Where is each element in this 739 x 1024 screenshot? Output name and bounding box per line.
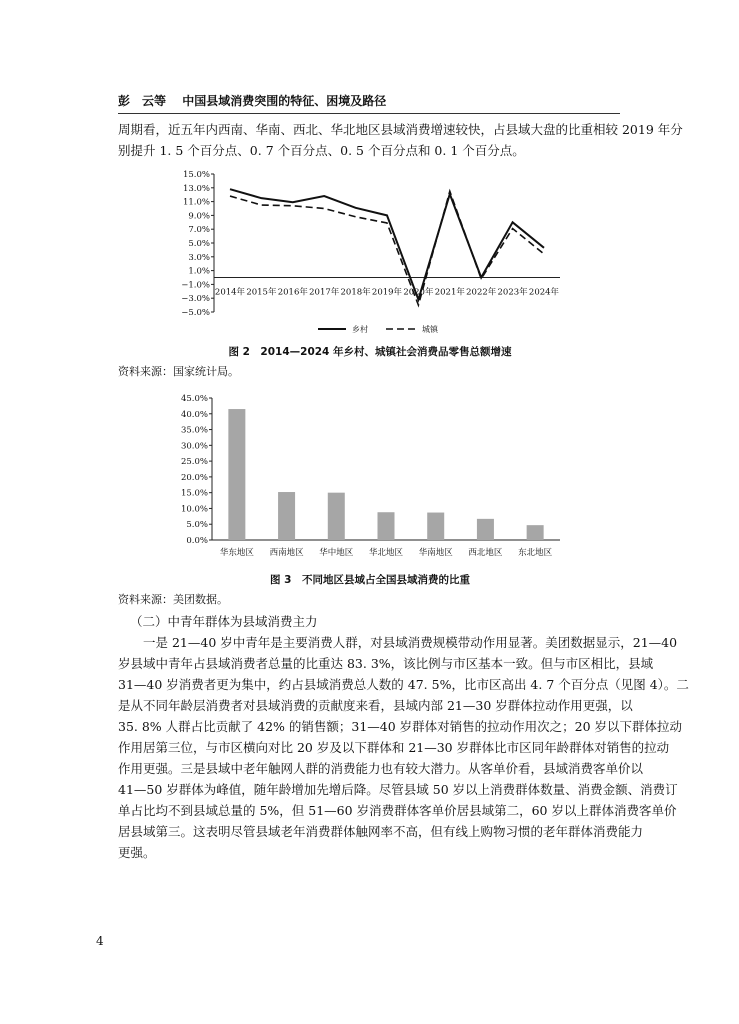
text-line: 周期看，近五年内西南、华南、西北、华北地区县域消费增速较快，占县域大盘的比重相较 2019 年分 xyxy=(118,122,683,137)
header-rule xyxy=(118,113,620,114)
text-line: 别提升 1. 5 个百分点、0. 7 个百分点、0. 5 个百分点和 0. 1 个百分点。 xyxy=(118,142,525,158)
x-tick-label: 2015年 xyxy=(246,287,277,298)
x-tick-label: 西南地区 xyxy=(269,548,304,558)
x-tick-label: 2018年 xyxy=(340,287,371,298)
text-line: 一是 21—40 岁中青年是主要消费人群，对县域消费规模带动作用显著。美团数据显示，21—40 xyxy=(118,635,678,650)
bar xyxy=(378,512,395,540)
bar xyxy=(477,519,494,540)
legend-label-rural: 乡村 xyxy=(352,325,368,334)
section-heading: （二）中青年群体为县域消费主力 xyxy=(130,614,318,629)
text-line: 35. 8% 人群占比贡献了 42% 的销售额；31—40 岁群体对销售的拉动作用次之；20 岁以下群体拉动 xyxy=(118,719,683,734)
bar xyxy=(328,493,345,540)
y-tick-label: 7.0% xyxy=(188,225,210,236)
header-authors: 彭 云等 xyxy=(118,94,167,108)
figure2-caption: 图 2 2014—2024 年乡村、城镇社会消费品零售总额增速 xyxy=(228,346,512,358)
bar xyxy=(427,513,444,540)
x-tick-label: 2017年 xyxy=(309,287,340,298)
line-chart-legend xyxy=(318,324,439,334)
bar-chart xyxy=(170,390,570,570)
text-line: 作用更强。三是县域中老年触网人群的消费能力也有较大潜力。从客单价看，县域消费客单价以 xyxy=(118,761,644,776)
legend-label-urban: 城镇 xyxy=(422,325,438,334)
text-line: 单占比均不到县域总量的 5%，但 51—60 岁消费群体客单价居县域第二，60 岁以上群体消费客单价 xyxy=(118,803,677,818)
y-tick-label: 20.0% xyxy=(180,472,208,483)
y-tick-label: 3.0% xyxy=(188,252,210,263)
x-tick-label: 2021年 xyxy=(434,287,465,298)
x-tick-label: 2016年 xyxy=(277,287,308,298)
x-tick-label: 华中地区 xyxy=(319,548,354,558)
x-tick-label: 东北地区 xyxy=(518,548,553,558)
figure3-caption: 图 3 不同地区县域占全国县域消费的比重 xyxy=(270,574,470,586)
line-chart xyxy=(170,166,570,342)
y-tick-label: 25.0% xyxy=(180,457,208,468)
body-paragraph xyxy=(118,632,689,863)
y-tick-label: 35.0% xyxy=(180,425,208,436)
y-tick-label: 5.0% xyxy=(188,239,210,249)
y-tick-label: 9.0% xyxy=(188,211,210,222)
figure3-source: 资料来源：美团数据。 xyxy=(118,593,228,606)
text-line: 更强。 xyxy=(118,845,156,860)
text-line: 31—40 岁消费者更为集中，约占县域消费总人数的 47. 5%，比市区高出 4. 7 个百分点（见图 4）。二 xyxy=(118,677,689,692)
y-tick-label: 15.0% xyxy=(182,170,210,180)
y-tick-label: 11.0% xyxy=(182,197,210,208)
y-tick-label: 40.0% xyxy=(180,409,208,420)
y-tick-label: −3.0% xyxy=(181,294,210,305)
x-tick-label: 2023年 xyxy=(497,287,528,298)
y-tick-label: 5.0% xyxy=(186,520,208,531)
bar xyxy=(527,525,544,540)
y-tick-label: −1.0% xyxy=(181,280,210,291)
running-header xyxy=(118,92,620,109)
x-tick-label: 华北地区 xyxy=(368,548,404,558)
x-tick-label: 华南地区 xyxy=(418,548,453,558)
x-tick-label: 2024年 xyxy=(528,287,560,298)
x-tick-label: 华东地区 xyxy=(219,548,254,558)
y-tick-label: 15.0% xyxy=(180,488,208,499)
text-line: 岁县域中青年占县域消费者总量的比重达 83. 3%，该比例与市区基本一致。但与市区相比，县域 xyxy=(118,656,654,671)
x-tick-label: 2022年 xyxy=(466,287,497,298)
x-tick-label: 西北地区 xyxy=(468,548,503,558)
figure2-source: 资料来源：国家统计局。 xyxy=(118,365,239,378)
y-tick-label: 0.0% xyxy=(186,536,208,546)
bar xyxy=(278,492,295,540)
y-tick-label: 10.0% xyxy=(180,504,208,515)
page-number: 4 xyxy=(96,934,104,948)
y-tick-label: 1.0% xyxy=(188,266,210,277)
intro-paragraph xyxy=(118,120,683,161)
x-tick-label: 2019年 xyxy=(371,287,403,298)
x-tick-label: 2014年 xyxy=(214,287,246,298)
y-tick-label: 30.0% xyxy=(180,441,208,452)
y-tick-label: 45.0% xyxy=(180,394,208,404)
header-title: 中国县域消费突围的特征、困境及路径 xyxy=(182,94,387,108)
y-tick-label: 13.0% xyxy=(182,183,210,194)
text-line: 41—50 岁群体为峰值，随年龄增加先增后降。尽管县域 50 岁以上消费群体数量、消费金额、消费订 xyxy=(118,782,678,797)
text-line: 作用居第三位，与市区横向对比 20 岁及以下群体和 21—30 岁群体比市区同年龄群体对销售的拉动 xyxy=(118,740,670,755)
text-line: 居县域第三。这表明尽管县域老年消费群体触网率不高，但有线上购物习惯的老年群体消费能力 xyxy=(118,824,644,839)
y-tick-label: −5.0% xyxy=(181,308,210,318)
x-tick-label: 2020年 xyxy=(403,287,434,298)
bar xyxy=(228,409,245,540)
bar-chart-bars xyxy=(228,409,543,540)
text-line: 是从不同年龄层消费者对县域消费的贡献度来看，县域内部 21—30 岁群体拉动作用更强，以 xyxy=(118,698,633,713)
